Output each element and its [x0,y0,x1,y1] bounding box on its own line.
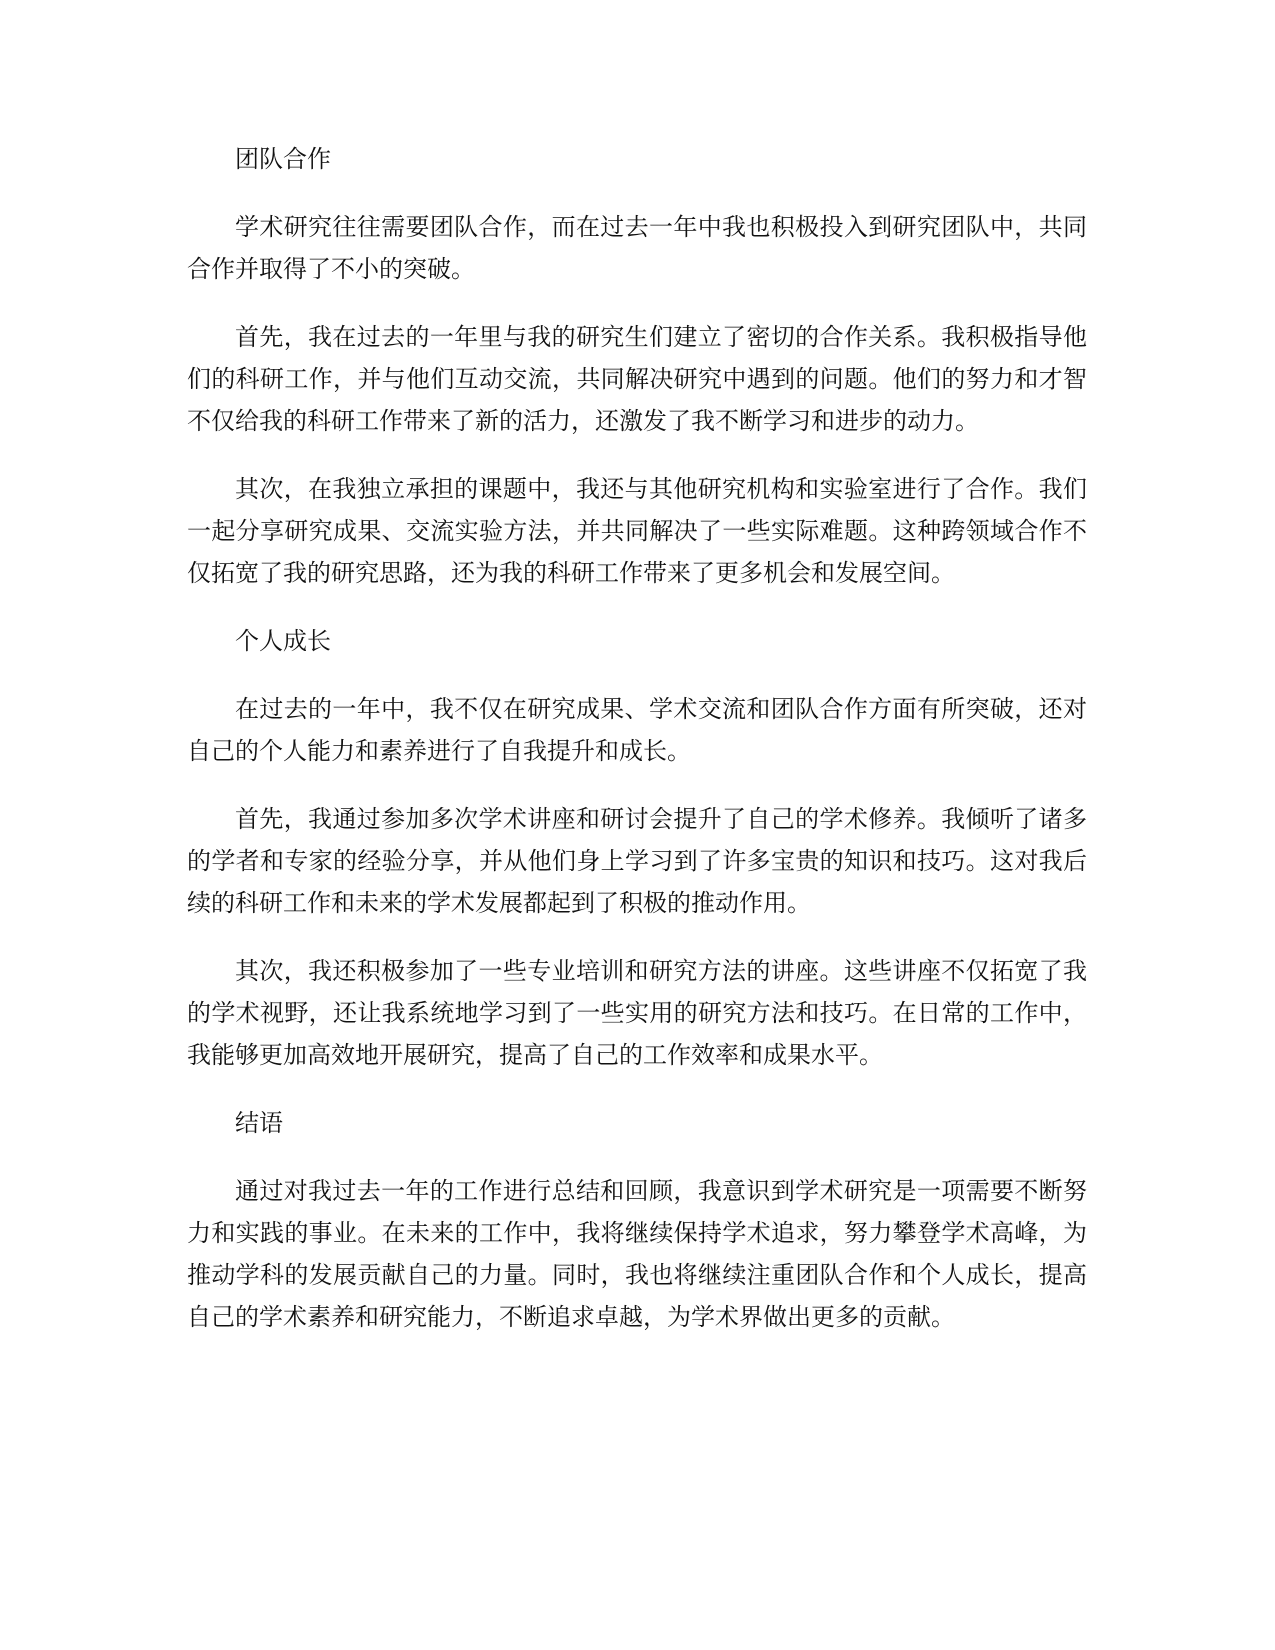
paragraph: 首先，我在过去的一年里与我的研究生们建立了密切的合作关系。我积极指导他们的科研工作，并与他们互动交流，共同解决研究中遇到的问题。他们的努力和才智不仅给我的科研工作带来了新的活力，还激发了我不断学习和进步的动力。 [187,323,1087,435]
paragraph: 在过去的一年中，我不仅在研究成果、学术交流和团队合作方面有所突破，还对自己的个人能力和素养进行了自我提升和成长。 [187,695,1087,765]
section-personal-growth [187,620,1087,1076]
section-heading: 团队合作 [235,145,331,173]
section-heading: 结语 [235,1109,283,1137]
paragraph: 首先，我通过参加多次学术讲座和研讨会提升了自己的学术修养。我倾听了诸多的学者和专家的经验分享，并从他们身上学习到了许多宝贵的知识和技巧。这对我后续的科研工作和未来的学术发展都起到了积极的推动作用。 [187,805,1087,917]
paragraph: 学术研究往往需要团队合作，而在过去一年中我也积极投入到研究团队中，共同合作并取得了不小的突破。 [187,213,1087,283]
paragraph: 通过对我过去一年的工作进行总结和回顾，我意识到学术研究是一项需要不断努力和实践的事业。在未来的工作中，我将继续保持学术追求，努力攀登学术高峰，为推动学科的发展贡献自己的力量。同时，我也将继续注重团队合作和个人成长，提高自己的学术素养和研究能力，不断追求卓越，为学术界做出更多的贡献。 [187,1177,1087,1331]
paragraph: 其次，我还积极参加了一些专业培训和研究方法的讲座。这些讲座不仅拓宽了我的学术视野，还让我系统地学习到了一些实用的研究方法和技巧。在日常的工作中，我能够更加高效地开展研究，提高了自己的工作效率和成果水平。 [187,957,1087,1069]
section-conclusion [187,1102,1087,1338]
paragraph: 其次，在我独立承担的课题中，我还与其他研究机构和实验室进行了合作。我们一起分享研究成果、交流实验方法，并共同解决了一些实际难题。这种跨领域合作不仅拓宽了我的研究思路，还为我的科研工作带来了更多机会和发展空间。 [187,475,1087,587]
section-heading: 个人成长 [235,627,331,655]
document-body [187,138,1087,1364]
section-teamwork [187,138,1087,594]
